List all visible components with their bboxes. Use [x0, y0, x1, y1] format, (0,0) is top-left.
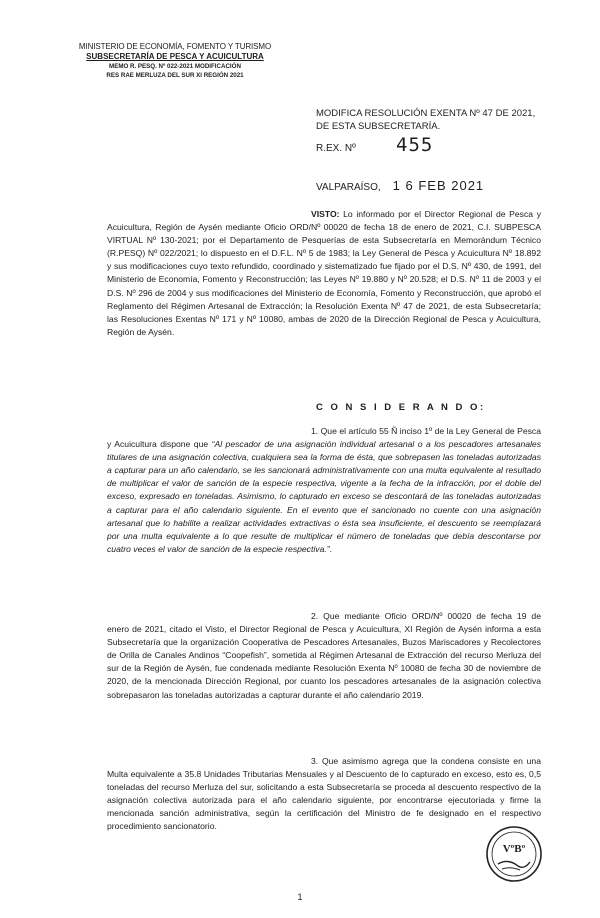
date-stamp: 1 6 FEB 2021 [392, 178, 485, 193]
place-date [316, 178, 484, 193]
visto-paragraph [107, 208, 541, 339]
memo-reference: MEMO R. PESQ. Nº 022-2021 MODIFICACIÓN [109, 63, 241, 70]
considerando-2-text: de enero de 2021, citado el Visto, el Director Regional de Pesca y Acuicultura, XI Región de Aysén informa a esta Subsecretaría que la organización Cooperativa de Pescadores Artesanales, Buzos Mariscadores y Recolectores de Orilla de Canales Andinos “Coopefish”, sometida al Régimen Artesanal de Extracción del recurso Merluza del sur de la Región de Aysén, fue condenada mediante Resolución Exenta Nº 10080 de fecha 30 de noviembre de 2020, de la mencionada Dirección Regional, por cuanto los pescadores artesanales de la asignación colectiva sobrepasaron las toneladas autorizadas a capturar durante el año calendario 2019. [107, 611, 541, 700]
considerando-1-end: . [329, 543, 332, 554]
letterhead [60, 42, 290, 80]
approval-stamp [484, 824, 544, 884]
considerando-heading: C O N S I D E R A N D O: [316, 402, 486, 413]
resolution-subject: MODIFICA RESOLUCIÓN EXENTA Nº 47 DE 2021, DE ESTA SUBSECRETARÍA. [316, 108, 536, 132]
rex-label: R.EX. Nº [316, 143, 356, 154]
visto-text: Lo informado por el Director Regional de Pesca y Acuicultura, Región de Aysén mediante Oficio ORD/Nº 00020 de fecha 18 de enero de 2021, C.I. SUBPESCA VIRTUAL Nº 130-2021; por el Departamento de Pesquerías de esta Subsecretaría en Memorándum Técnico (R.PESQ) Nº 022/2021; lo dispuesto en el D.F.L. Nº 5 de 1983; la Ley General de Pesca y Acuicultura Nº 18.892 y sus modificaciones cuyo texto refundido, coordinado y sistematizado fue fijado por el D.S. Nº 430, de 1991, del Ministerio de Economía, Fomento y Reconstrucción; las Leyes Nº 19.880 y Nº 20.528; el D.S. Nº 11 de 2003 y el D.S. Nº 296 de 2004 y sus modificaciones del Ministerio de Economía, Fomento y Reconstrucción, que aprobó el Reglamento del Régimen Artesanal de Extracción; la Resolución Exenta Nº 47 de 2021, de esta Subsecretaría; las Resoluciones Exentas Nº 171 y Nº 10080, ambas de 2020 de la Dirección Regional de Pesca y Acuicultura, Región de Aysén. [107, 209, 541, 337]
considerando-2 [107, 610, 541, 702]
considerando-1-intro: de Pesca y Acuicultura dispone que [107, 426, 541, 450]
considerando-3-text: una Multa equivalente a 35.8 Unidades Tributarias Mensuales y al Descuento de lo capturado en exceso, esto es, 0,5 toneladas del recurso Merluza del sur, solicitando a esta Subsecretaría se proceda al descuento respectivo de la asignación colectiva autorizada para el año calendario siguiente, por encontrarse ejecutoriada y firme la mencionada sanción administrativa, según la certificación del Ministro de fe designado en el respectivo procedimiento sancionatorio. [107, 756, 541, 832]
undersecretariat-name: SUBSECRETARÍA DE PESCA Y ACUICULTURA [86, 52, 264, 61]
considerando-1 [107, 425, 541, 556]
considerando-3 [107, 755, 541, 834]
considerando-3-lead: 3. Que asimismo agrega que la condena consiste en [311, 756, 523, 766]
considerando-2-lead: 2. Que mediante Oficio ORD/Nº 00020 de fecha 19 [311, 611, 527, 621]
date-place: VALPARAÍSO, [316, 182, 381, 193]
visto-label: VISTO: [311, 209, 340, 219]
ministry-name: MINISTERIO DE ECONOMÍA, FOMENTO Y TURISMO [78, 42, 272, 51]
stamp-label: VºBº [502, 843, 526, 855]
rex-number: 455 [396, 134, 434, 156]
subject-reference: RES RAE MERLUZA DEL SUR XI REGIÓN 2021 [106, 72, 244, 79]
considerando-1-quote: “Al pescador de una asignación individual artesanal o a los pescadores artesanales titulares de una asignación colectiva, cualquiera sea la forma de ésta, que sobrepasen las toneladas autorizadas a capturar para un año calendario, se les sancionará administrativamente con una multa equivalente al resultado de multiplicar el valor de sanción de la especie respectiva, vigente a la fecha de la infracción, por el doble del exceso, expresado en toneladas. Asimismo, lo capturado en exceso se descontará de las toneladas autorizadas a capturar para el año calendario siguiente. En el evento que el sancionado no cuente con una asignación artesanal que lo habilite a realizar actividades extractivas o ésta sea insuficiente, el descuento se reemplazará por una multa equivalente a lo que resulte de multiplicar el número de toneladas que debía descontarse por cuatro veces el valor de sanción de la especie respectiva.” [107, 439, 541, 554]
page-number: 1 [297, 892, 303, 902]
considerando-1-lead: 1. Que el artículo 55 Ñ inciso 1º de la Ley General [311, 426, 503, 436]
